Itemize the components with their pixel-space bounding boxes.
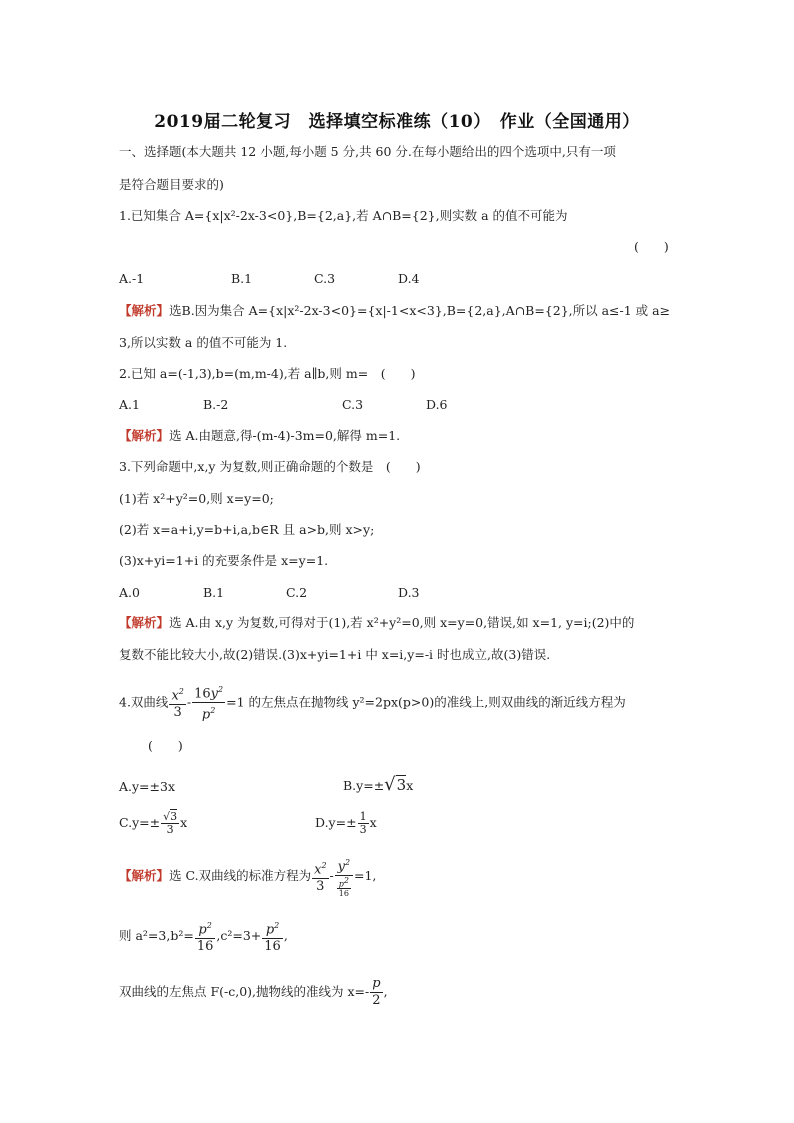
fraction-p2-over-16: $\frac{p^2}{16}$ [262, 918, 283, 955]
q2-option-d: D.6 [426, 397, 448, 412]
q4-option-a: A.y=±3x [119, 779, 176, 794]
q4-option-c [119, 803, 187, 843]
q4-option-b-suffix: x [406, 778, 414, 793]
fraction-1-over-3: $\frac{1}{3}$ [359, 810, 367, 836]
q4-analysis2-mid: ,c²=3+ [216, 928, 262, 943]
fraction-y2-over-p2-16: $\frac{y^2}{\frac{p^2}{16}}$ [335, 855, 353, 899]
analysis-label: 【解析】 [119, 428, 170, 443]
q1-analysis-text1: 选B.因为集合 A={x|x²-2x-3<0}={x|-1<x<3},B={2,a},A∩B={2},所以 a≤-1 或 a≥ [169, 303, 671, 318]
analysis-label: 【解析】 [119, 868, 170, 883]
q1-stem: 1.已知集合 A={x|x²-2x-3<0},B={2,a},若 A∩B={2},则实数 a 的值不可能为 [119, 208, 568, 223]
sqrt-argument: 3 [396, 776, 407, 794]
q4-analysis3-suffix: , [383, 984, 388, 999]
q4-analysis-line1: 【解析】选 C.双曲线的标准方程为 $\frac{x^2}{3}$ - $\frac{y^2}{\frac{p^2}{16}}$ =1, [119, 854, 376, 898]
q4-option-d-prefix: D.y=± [315, 815, 357, 830]
q4-analysis-line2 [119, 916, 288, 956]
q4-analysis3-prefix: 双曲线的左焦点 F(-c,0),抛物线的准线为 x=- [119, 984, 370, 999]
q1-option-b: B.1 [231, 271, 253, 286]
q4-option-d [315, 803, 377, 843]
q1-option-c: C.3 [314, 271, 336, 286]
q2-option-a: A.1 [119, 397, 140, 412]
q1-paren: ( ) [634, 239, 669, 254]
q2-stem: 2.已知 a=(-1,3),b=(m,m-4),若 a∥b,则 m= ( ) [119, 366, 416, 381]
q4-option-d-suffix: x [369, 815, 377, 830]
fraction-sqrt3-over-3: $\frac{√3}{3}$ [163, 810, 178, 836]
q4-analysis2-prefix: 则 a²=3,b²= [119, 928, 194, 943]
q3-option-b: B.1 [203, 585, 225, 600]
q4-analysis1-prefix: 选 C.双曲线的标准方程为 [169, 868, 312, 883]
fraction-x2-over-3: $\frac{x^2}{3}$ [312, 858, 328, 895]
q3-item3: (3)x+yi=1+i 的充要条件是 x=y=1. [119, 553, 329, 568]
q4-option-c-prefix: C.y=± [119, 815, 161, 830]
q4-option-b-prefix: B.y=± [343, 778, 385, 793]
fraction-p-over-2: $\frac{p}{2}$ [372, 976, 381, 1008]
q3-stem: 3.下列命题中,x,y 为复数,则正确命题的个数是 ( ) [119, 459, 421, 474]
q1-analysis-line1 [119, 302, 670, 320]
q4-analysis1-suffix: =1, [353, 868, 377, 883]
section-header-line1: 一、选择题(本大题共 12 小题,每小题 5 分,共 60 分.在每小题给出的四个选项中,只有一项 [119, 144, 616, 159]
q2-analysis-text: 选 A.由题意,得-(m-4)-3m=0,解得 m=1. [169, 428, 401, 443]
q4-suffix: =1 的左焦点在抛物线 y²=2px(p>0)的准线上,则双曲线的渐近线方程为 [226, 694, 626, 710]
page-title: 2019届二轮复习 选择填空标准练（10） 作业（全国通用） [154, 112, 640, 132]
q3-item1: (1)若 x²+y²=0,则 x=y=0; [119, 491, 274, 506]
q4-paren: ( ) [148, 738, 183, 753]
q2-analysis [119, 427, 400, 445]
fraction-p2-over-16: $\frac{p^2}{16}$ [195, 918, 216, 955]
q3-analysis-text1: 选 A.由 x,y 为复数,可得对于(1),若 x²+y²=0,则 x=y=0,错误,如 x=1, y=i;(2)中的 [169, 615, 635, 630]
q2-option-c: C.3 [342, 397, 364, 412]
sqrt-symbol: √ [384, 774, 396, 795]
analysis-label: 【解析】 [119, 303, 170, 318]
q2-option-b: B.-2 [203, 397, 229, 412]
q3-analysis-line1 [119, 614, 634, 632]
q1-analysis-line2: 3,所以实数 a 的值不可能为 1. [119, 335, 288, 350]
q1-option-d: D.4 [398, 271, 420, 286]
fraction-16y2-over-p2: $\frac{16y^2}{p^2}$ [192, 682, 225, 724]
q4-prefix: 4.双曲线 [119, 694, 169, 710]
q4-option-b [343, 772, 413, 799]
q3-analysis-line2: 复数不能比较大小,故(2)错误.(3)x+yi=1+i 中 x=i,y=-i 时也成立,故(3)错误. [119, 647, 551, 662]
q4-option-c-suffix: x [180, 815, 188, 830]
fraction-x2-over-3: $\frac{x^2}{3}$ [169, 684, 185, 721]
q3-option-d: D.3 [398, 585, 420, 600]
q4-analysis2-suffix: , [283, 928, 288, 943]
q3-item2: (2)若 x=a+i,y=b+i,a,b∈R 且 a>b,则 x>y; [119, 522, 375, 537]
analysis-label: 【解析】 [119, 615, 170, 630]
q3-option-c: C.2 [286, 585, 308, 600]
q4-analysis-line3 [119, 972, 388, 1012]
section-header-line2: 是符合题目要求的) [119, 177, 224, 192]
q4-stem: 4.双曲线 $\frac{x^2}{3}$ - $\frac{16y^2}{p^2}$ =1 的左焦点在抛物线 y²=2px(p>0)的准线上,则双曲线的渐近线方程为 [119, 682, 626, 724]
q3-option-a: A.0 [119, 585, 140, 600]
q1-option-a: A.-1 [119, 271, 145, 286]
